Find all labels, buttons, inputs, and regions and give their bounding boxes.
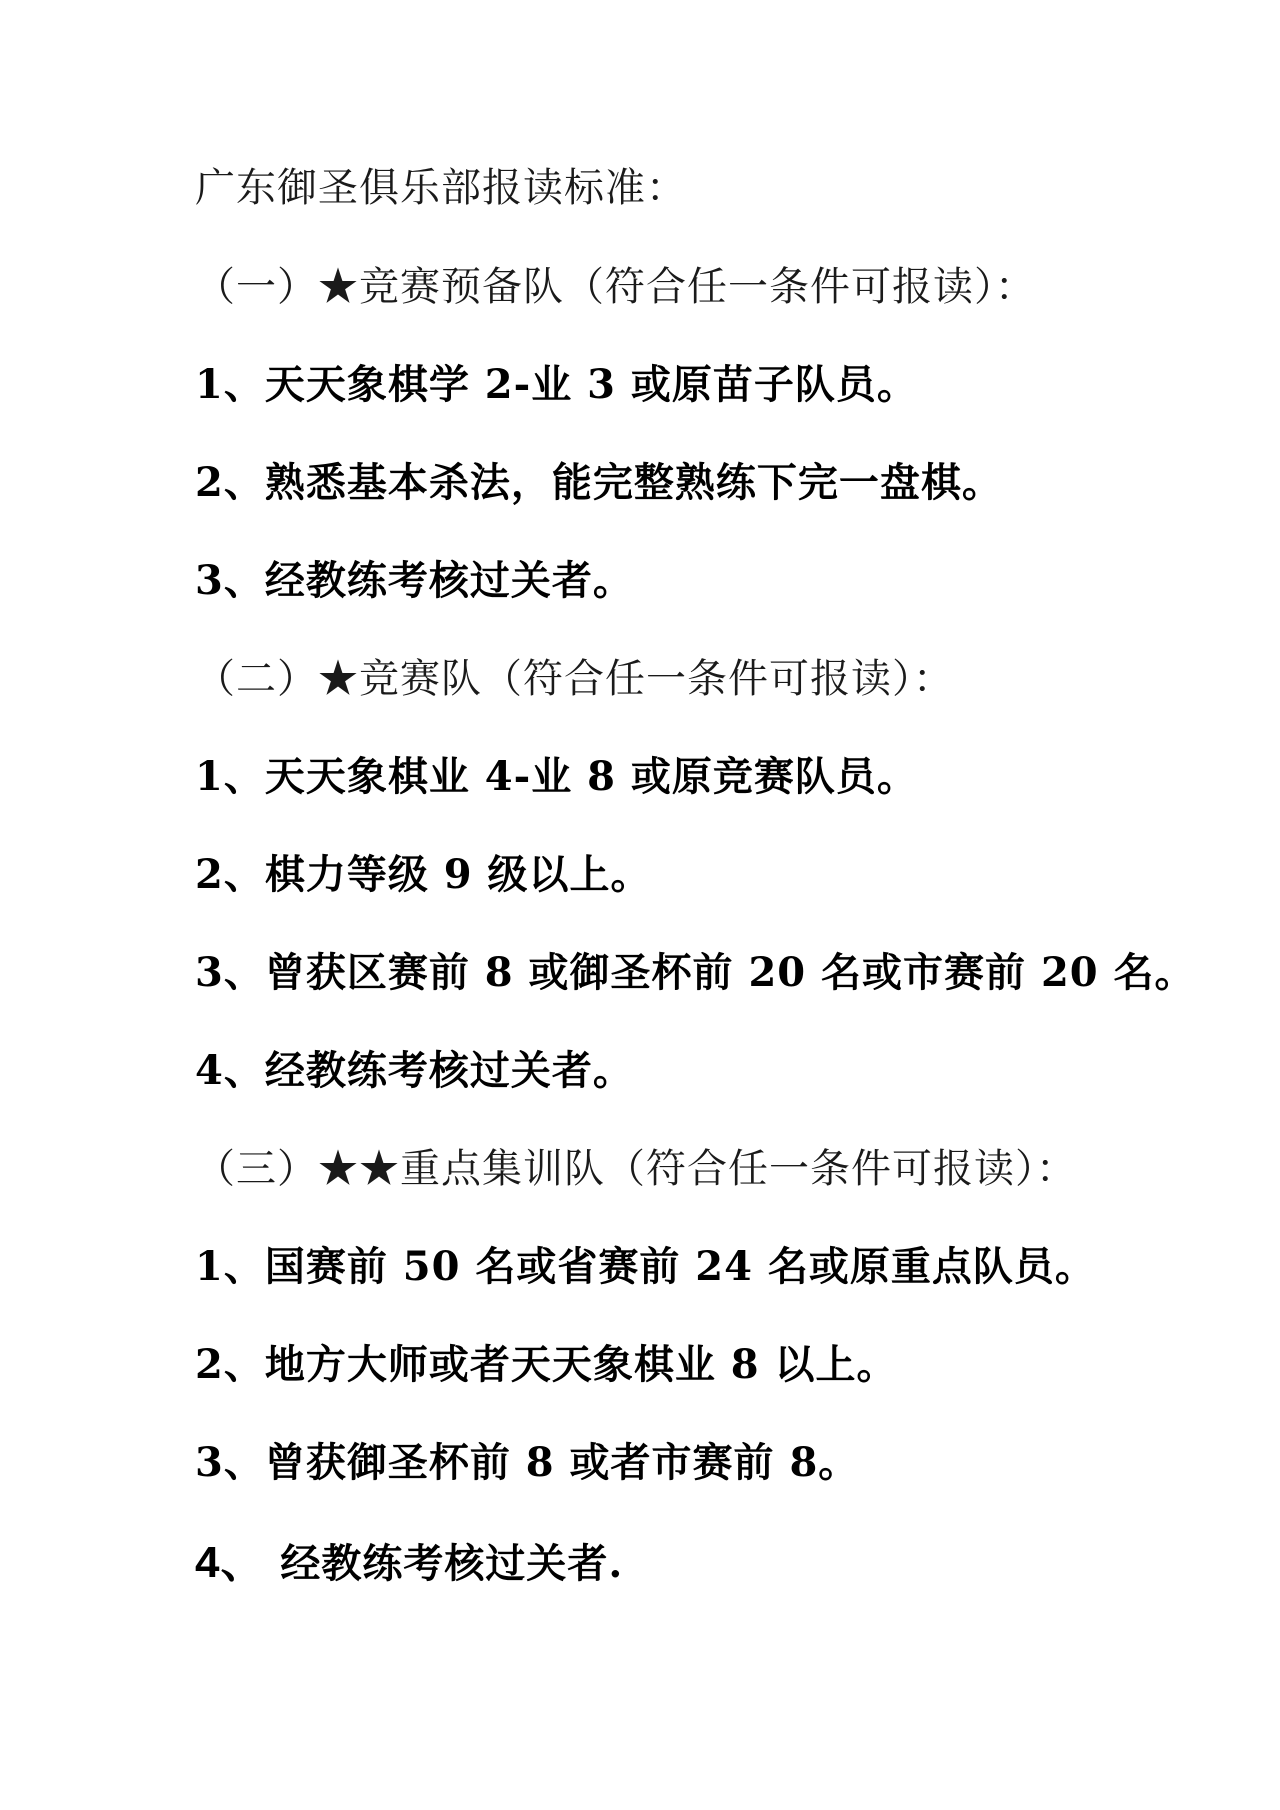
list-item-last	[195, 1538, 624, 1587]
list-item: 3、曾获区赛前 8 或御圣杯前 20 名或市赛前 20 名。	[195, 949, 1196, 996]
list-item-number: 4、	[195, 1538, 266, 1587]
list-item: 2、熟悉基本杀法，能完整熟练下完一盘棋。	[195, 459, 1003, 506]
section-heading-1: （一）★竞赛预备队（符合任一条件可报读）：	[195, 264, 1036, 310]
list-item: 1、天天象棋业 4-业 8 或原竞赛队员。	[195, 753, 918, 800]
list-item-text: 经教练考核过关者.	[265, 1540, 624, 1587]
list-item: 3、经教练考核过关者。	[195, 557, 634, 604]
section-heading-3: （三）★★重点集训队（符合任一条件可报读）：	[195, 1146, 1077, 1192]
section-heading-2: （二）★竞赛队（符合任一条件可报读）：	[195, 656, 954, 702]
list-item: 1、国赛前 50 名或省赛前 24 名或原重点队员。	[195, 1243, 1096, 1290]
list-item: 1、天天象棋学 2-业 3 或原苗子队员。	[195, 361, 918, 408]
list-item: 2、地方大师或者天天象棋业 8 以上。	[195, 1341, 898, 1388]
list-item: 3、曾获御圣杯前 8 或者市赛前 8。	[195, 1439, 860, 1486]
list-item: 2、棋力等级 9 级以上。	[195, 851, 652, 898]
list-item: 4、经教练考核过关者。	[195, 1047, 634, 1094]
document-title: 广东御圣俱乐部报读标准：	[195, 165, 687, 211]
